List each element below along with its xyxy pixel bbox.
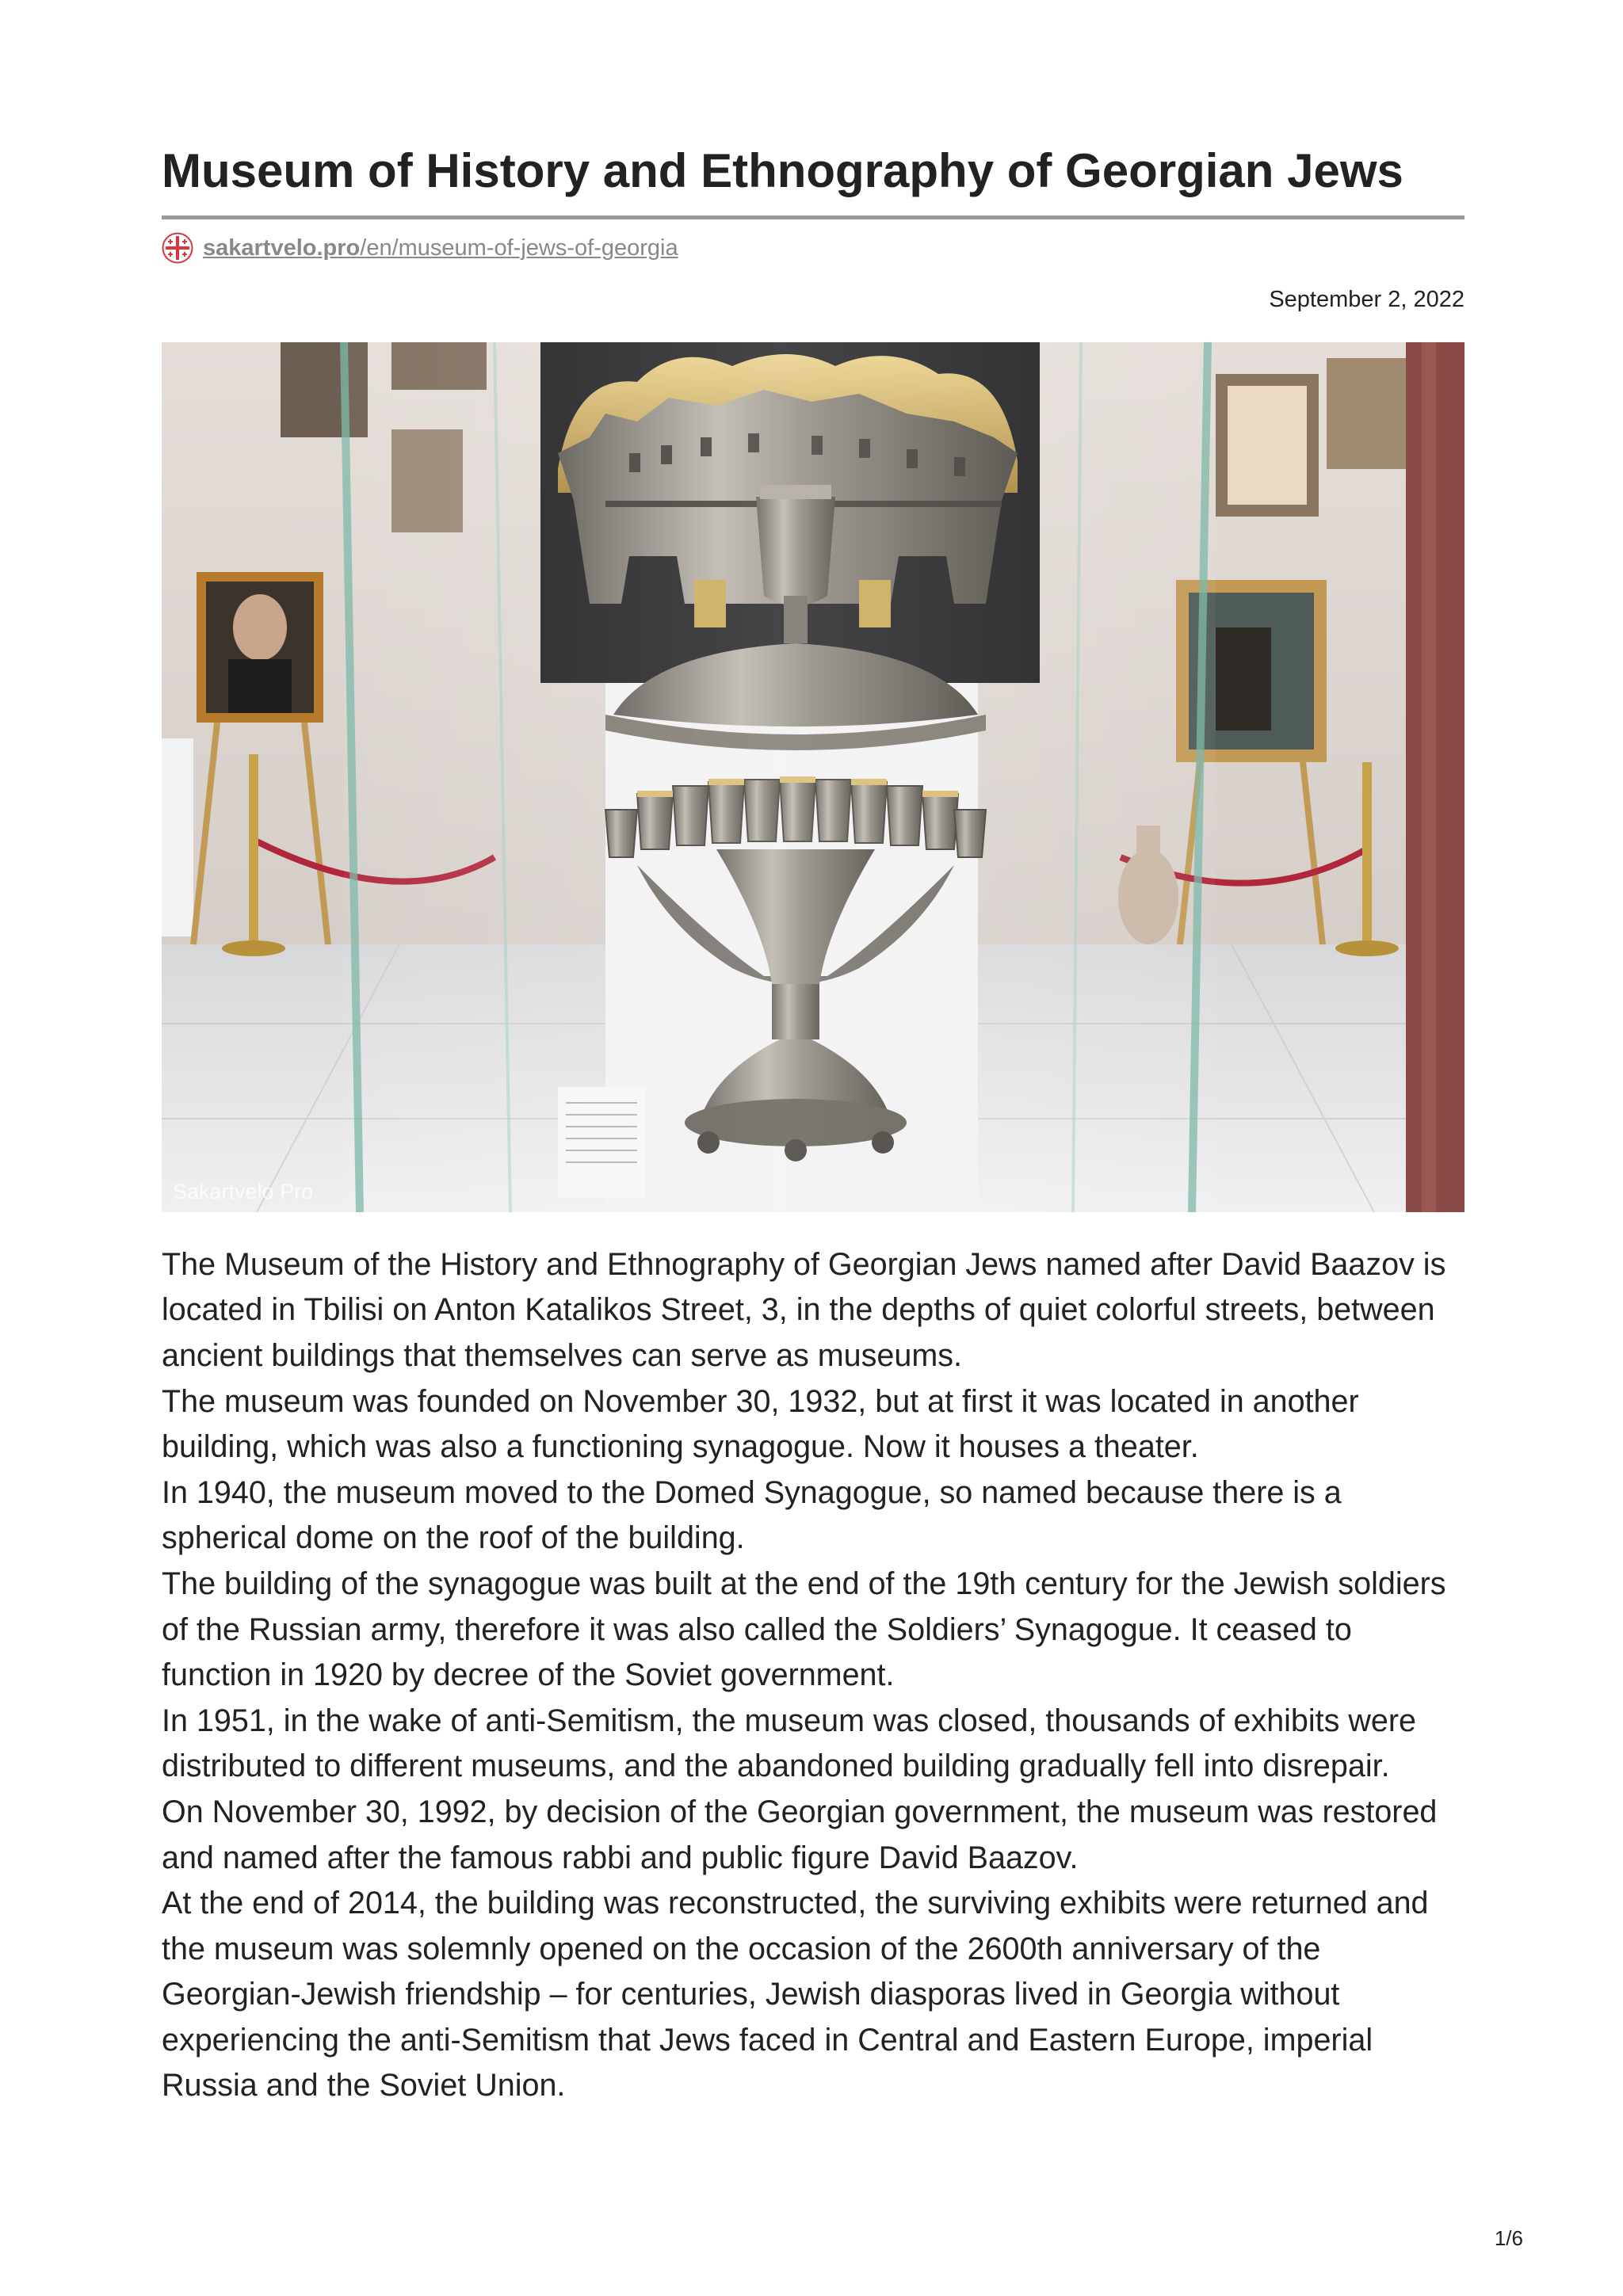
source-path: /en/museum-of-jews-of-georgia: [360, 235, 678, 261]
paragraph: At the end of 2014, the building was reconstructed, the surviving exhibits were returned and the museum was solemnly opened on the occasion of the 2600th anniversary of the Georgian-Jewish friendship – for centuries, Jewish diasporas lived in Georgia without experiencing the anti-Semitism that Jews faced in Central and Eastern Europe, imperial Russia and the Soviet Union.: [162, 1886, 1429, 2103]
publish-date: September 2, 2022: [1269, 287, 1465, 312]
museum-exhibit-photo: [162, 342, 1465, 1212]
document-page: [162, 143, 1465, 2109]
paragraph: The museum was founded on November 30, 1932, but at first it was located in another building, which was also a functioning synagogue. Now it houses a theater.: [162, 1383, 1359, 1465]
paragraph: In 1951, in the wake of anti-Semitism, the museum was closed, thousands of exhibits were distributed to different museums, and the abandoned building gradually fell into disrepair.: [162, 1703, 1416, 1784]
georgian-cross-icon: [162, 232, 193, 264]
paragraph: On November 30, 1992, by decision of the Georgian government, the museum was restored and named after the famous rabbi and public figure David Baazov.: [162, 1794, 1438, 1875]
paragraph: The building of the synagogue was built at the end of the 19th century for the Jewish soldiers of the Russian army, therefore it was also called the Soldiers’ Synagogue. It ceased to function in 1920 by decree of the Soviet government.: [162, 1566, 1446, 1693]
article-body: [162, 1242, 1465, 2109]
image-watermark: Sakartvelo Pro: [173, 1179, 314, 1203]
paragraph: In 1940, the museum moved to the Domed Synagogue, so named because there is a spherical dome on the roof of the building.: [162, 1474, 1342, 1556]
page-title: Museum of History and Ethnography of Georgian Jews: [162, 143, 1465, 219]
page-number: 1/6: [1494, 2226, 1523, 2250]
source-line: [162, 232, 1465, 264]
paragraph: The Museum of the History and Ethnography of Georgian Jews named after David Baazov is located in Tbilisi on Anton Katalikos Street, 3, in the depths of quiet colorful streets, between ancient buildings that themselves can serve as museums.: [162, 1246, 1446, 1373]
source-link[interactable]: [203, 235, 678, 261]
source-domain: sakartvelo.pro: [203, 235, 361, 261]
